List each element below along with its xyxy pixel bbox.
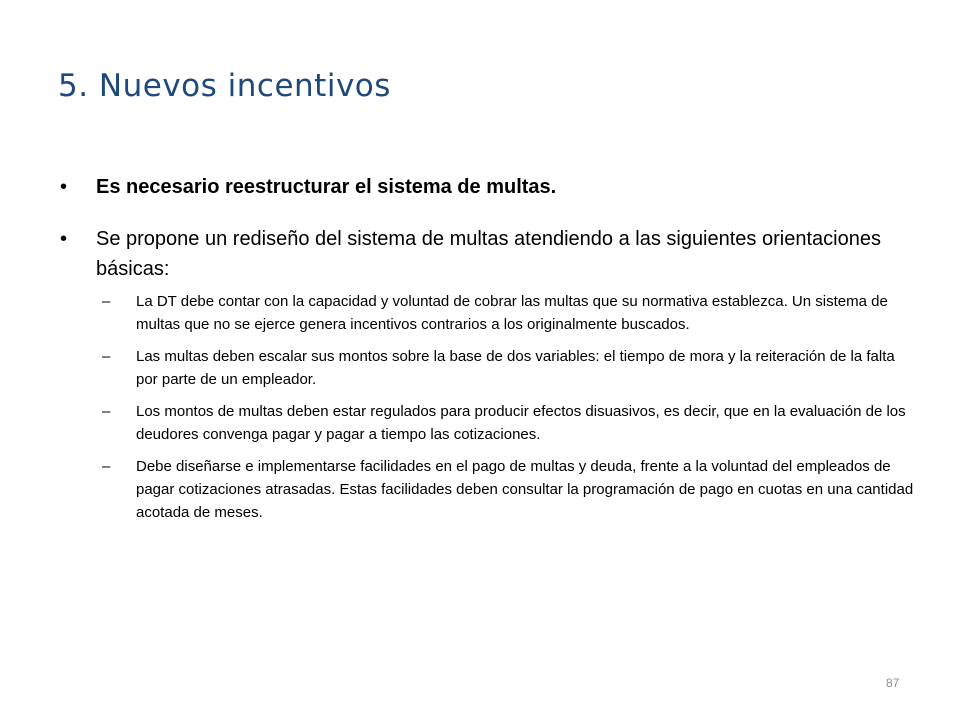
bullet-item — [58, 172, 918, 202]
bullet-text: Se propone un rediseño del sistema de multas atendiendo a las siguientes orientaciones básicas: — [96, 228, 881, 280]
bullet-marker: • — [60, 228, 68, 250]
bullet-marker: • — [60, 176, 68, 198]
sub-bullet-item — [102, 400, 918, 446]
sub-bullet-list — [58, 290, 918, 524]
sub-bullet-item — [102, 455, 918, 524]
bullet-item — [58, 224, 918, 284]
bullet-text: Es necesario reestructurar el sistema de multas. — [96, 176, 557, 198]
sub-bullet-marker: – — [102, 348, 111, 365]
sub-bullet-item — [102, 290, 918, 336]
sub-bullet-marker: – — [102, 458, 111, 475]
sub-bullet-text: La DT debe contar con la capacidad y voluntad de cobrar las multas que su normativa establezca. Un sistema de multas que no se ejerce genera incentivos contrarios a los originalmente buscados. — [136, 293, 888, 333]
sub-bullet-item — [102, 345, 918, 391]
sub-bullet-text: Debe diseñarse e implementarse facilidades en el pago de multas y deuda, frente a la voluntad del empleados de pagar cotizaciones atrasadas. Estas facilidades deben consultar la programación de pago en cuotas en una cantidad acotada de meses. — [136, 458, 914, 521]
slide-title: 5. Nuevos incentivos — [58, 68, 391, 104]
sub-bullet-text: Los montos de multas deben estar regulados para producir efectos disuasivos, es decir, que en la evaluación de los deudores convenga pagar y pagar a tiempo las cotizaciones. — [136, 403, 906, 443]
sub-bullet-marker: – — [102, 293, 111, 310]
page-number: 87 — [886, 676, 900, 690]
slide-body — [58, 172, 918, 533]
sub-bullet-marker: – — [102, 403, 111, 420]
sub-bullet-text: Las multas deben escalar sus montos sobre la base de dos variables: el tiempo de mora y la reiteración de la falta por parte de un empleador. — [136, 348, 895, 388]
